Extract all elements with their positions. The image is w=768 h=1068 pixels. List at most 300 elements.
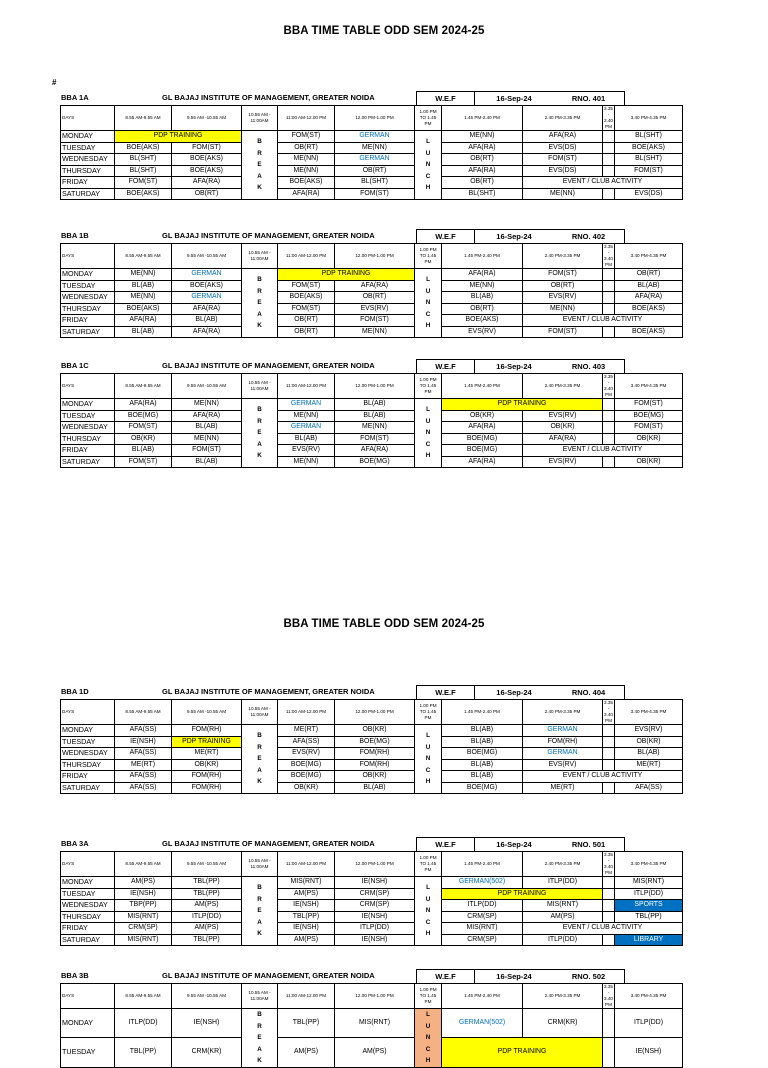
header-slot6: 2.40 PM-3.35 PM [523, 700, 603, 725]
slot-cell: BOE(MG) [615, 410, 683, 422]
slot-cell: BOE(AKS) [442, 315, 523, 327]
day-cell: FRIDAY [61, 771, 115, 783]
event-cell: EVENT / CLUB ACTIVITY [523, 445, 683, 457]
slot-cell: ME(RT) [523, 782, 603, 794]
header-lunch: 1.00 PM TO 1.45 PM [415, 852, 442, 877]
short-break-cell [603, 748, 615, 760]
slot-cell: AM(PS) [172, 923, 242, 935]
class-name: BBA 1C [61, 361, 89, 370]
break-letter: E [257, 429, 262, 437]
header-slot4: 12.00 PM-1.00 PM [335, 374, 415, 399]
slot-cell: CRM(SP) [115, 923, 172, 935]
short-break-cell [603, 154, 615, 166]
slot-cell: BOE(AKS) [278, 292, 335, 304]
short-break-cell [603, 736, 615, 748]
slot-cell: AFA(RA) [172, 177, 242, 189]
slot-cell: MIS(RNT) [615, 877, 683, 889]
break-letter: K [257, 322, 262, 330]
table-row [61, 188, 683, 200]
timetable [60, 373, 683, 468]
slot-cell: AFA(RA) [442, 269, 523, 281]
table-row [61, 142, 683, 154]
slot-cell: CRM(SP) [442, 911, 523, 923]
slot-cell: AM(PS) [278, 888, 335, 900]
slot-cell: FOM(ST) [115, 177, 172, 189]
wef-label: W.E.F [416, 685, 475, 699]
slot-cell: AFA(RA) [115, 315, 172, 327]
slot-cell: BOE(MG) [442, 445, 523, 457]
table-row [61, 303, 683, 315]
slot-cell: OB(RT) [442, 154, 523, 166]
short-break-cell [603, 900, 615, 912]
header-slot2: 9.55 AM -10.55 AM [172, 852, 242, 877]
room-number: RNO. 502 [553, 969, 625, 983]
slot-cell: AM(PS) [172, 900, 242, 912]
slot-cell: IE(NSH) [335, 877, 415, 889]
slot-cell: AM(PS) [278, 934, 335, 946]
day-cell: WEDNESDAY [61, 292, 115, 304]
lunch-letter: N [425, 1034, 431, 1041]
slot-cell: FOM(ST) [615, 399, 683, 411]
slot-cell: ME(NN) [115, 269, 172, 281]
block-header [60, 229, 682, 243]
slot-cell: AFA(RA) [442, 165, 523, 177]
break-letter: E [257, 907, 262, 915]
slot-cell: ME(NN) [523, 188, 603, 200]
header-slot5: 1.45 PM-2.40 PM [442, 374, 523, 399]
header-slot5: 1.45 PM-2.40 PM [442, 852, 523, 877]
slot-cell: TBL(PP) [172, 888, 242, 900]
slot-cell: FOM(ST) [335, 433, 415, 445]
institute-name: GL BAJAJ INSTITUTE OF MANAGEMENT, GREATER NOIDA [162, 971, 375, 980]
slot-cell: IE(NSH) [278, 900, 335, 912]
short-break-cell [603, 165, 615, 177]
slot-cell: ME(NN) [278, 456, 335, 468]
slot-cell: BL(AB) [335, 399, 415, 411]
slot-cell: AM(PS) [335, 1038, 415, 1067]
slot-cell: FOM(ST) [523, 154, 603, 166]
slot-cell: AFA(SS) [115, 725, 172, 737]
slot-cell: CRM(SP) [335, 900, 415, 912]
slot-cell: FOM(RH) [172, 725, 242, 737]
page-title-2: BBA TIME TABLE ODD SEM 2024-25 [283, 618, 485, 630]
slot-cell: AFA(SS) [278, 736, 335, 748]
wef-date: 16-Sep-24 [475, 359, 553, 373]
table-row [61, 759, 683, 771]
slot-cell: FOM(ST) [172, 142, 242, 154]
slot-cell: BL(AB) [615, 280, 683, 292]
table-row [61, 923, 683, 935]
slot-cell: BOE(AKS) [115, 142, 172, 154]
header-slot1: 8.55 AM-9.55 AM [115, 984, 172, 1009]
slot-cell: IE(NSH) [615, 1038, 683, 1067]
header-lunch: 1.00 PM TO 1.45 PM [415, 374, 442, 399]
table-row [61, 725, 683, 737]
table-row [61, 154, 683, 166]
slot-cell: TBL(PP) [278, 911, 335, 923]
break-column [242, 1009, 278, 1068]
lunch-letter: U [425, 743, 431, 751]
slot-cell: OB(KR) [615, 433, 683, 445]
day-cell: WEDNESDAY [61, 154, 115, 166]
slot-cell: AFA(RA) [172, 303, 242, 315]
slot-cell: AFA(RA) [335, 280, 415, 292]
block-header [60, 685, 682, 699]
timetable-block [60, 359, 682, 468]
slot-cell: MIS(RNT) [523, 900, 603, 912]
slot-cell: IE(NSH) [172, 1009, 242, 1038]
slot-cell: GERMAN [523, 725, 603, 737]
header-slot7: 3.40 PM-4.35 PM [615, 700, 683, 725]
day-cell: FRIDAY [61, 315, 115, 327]
class-name: BBA 3A [61, 839, 89, 848]
break-letter: K [257, 184, 262, 192]
slot-cell: ME(NN) [115, 292, 172, 304]
slot-cell: AFA(SS) [115, 771, 172, 783]
lunch-letter: H [425, 778, 431, 786]
day-cell: MONDAY [61, 131, 115, 143]
slot-cell: PDP TRAINING [442, 888, 603, 900]
slot-cell: TBL(PP) [615, 911, 683, 923]
slot-cell: BL(SHT) [442, 188, 523, 200]
header-break: 10.55 AM - 11:00AM [242, 984, 278, 1009]
slot-cell: BL(AB) [615, 748, 683, 760]
header-slot7: 3.40 PM-4.35 PM [615, 374, 683, 399]
break-letter: A [257, 440, 262, 448]
slot-cell: BOE(AKS) [172, 165, 242, 177]
header-slot5: 1.45 PM-2.40 PM [442, 984, 523, 1009]
slot-cell: PDP TRAINING [442, 1038, 603, 1067]
wef-date: 16-Sep-24 [475, 969, 553, 983]
timetable [60, 243, 683, 338]
slot-cell: FOM(ST) [278, 303, 335, 315]
header-slot1: 8.55 AM-9.55 AM [115, 700, 172, 725]
timetable-block [60, 229, 682, 338]
slot-cell: ME(RT) [278, 725, 335, 737]
slot-cell: OB(RT) [278, 142, 335, 154]
slot-cell: BL(AB) [278, 433, 335, 445]
table-row [61, 748, 683, 760]
day-cell: WEDNESDAY [61, 748, 115, 760]
block-header [60, 91, 682, 105]
short-break-cell [603, 888, 615, 900]
break-column [242, 877, 278, 946]
header-slot6: 2.40 PM-3.35 PM [523, 244, 603, 269]
break-letter: R [257, 1022, 262, 1030]
day-cell: SATURDAY [61, 326, 115, 338]
timetable-block [60, 837, 682, 946]
slot-cell: GERMAN [278, 422, 335, 434]
event-cell: EVENT / CLUB ACTIVITY [523, 923, 683, 935]
header-short-break: 3.35 - 3.40 PM [604, 852, 613, 875]
lunch-letter: N [425, 161, 431, 169]
lunch-letter: U [425, 1022, 431, 1030]
slot-cell: OB(RT) [442, 177, 523, 189]
short-break-cell [603, 280, 615, 292]
slot-cell: BOE(MG) [335, 456, 415, 468]
lunch-letter: L [426, 884, 430, 892]
day-cell: TUESDAY [61, 280, 115, 292]
slot-cell: CRM(KR) [172, 1038, 242, 1067]
break-letter: B [257, 884, 262, 892]
slot-cell: EVS(RV) [278, 445, 335, 457]
slot-cell: EVS(RV) [523, 292, 603, 304]
table-row [61, 269, 683, 281]
slot-cell: BL(SHT) [115, 165, 172, 177]
lunch-letter: N [425, 907, 431, 915]
slot-cell: ME(NN) [442, 131, 523, 143]
lunch-letter: N [425, 299, 431, 307]
table-row [61, 165, 683, 177]
slot-cell: OB(RT) [442, 303, 523, 315]
break-letter: K [257, 778, 262, 786]
slot-cell: ITLP(DD) [615, 1009, 683, 1038]
slot-cell: AFA(RA) [442, 142, 523, 154]
wef-date: 16-Sep-24 [475, 91, 553, 105]
day-cell: FRIDAY [61, 445, 115, 457]
header-slot3: 11:00 AM-12.00 PM [278, 374, 335, 399]
institute-name: GL BAJAJ INSTITUTE OF MANAGEMENT, GREATER NOIDA [162, 687, 375, 696]
timetable [60, 699, 683, 794]
break-letter: K [257, 1057, 262, 1064]
slot-cell: OB(RT) [335, 165, 415, 177]
table-row [61, 1038, 683, 1067]
wef-label: W.E.F [416, 91, 475, 105]
header-slot5: 1.45 PM-2.40 PM [442, 244, 523, 269]
slot-cell: FOM(RH) [335, 748, 415, 760]
break-letter: R [257, 417, 262, 425]
day-cell: THURSDAY [61, 433, 115, 445]
timetable-block [60, 91, 682, 200]
lunch-letter: L [426, 406, 430, 414]
lunch-letter: L [426, 732, 430, 740]
slot-cell: IE(NSH) [115, 736, 172, 748]
header-slot7: 3.40 PM-4.35 PM [615, 984, 683, 1009]
slot-cell: BOE(AKS) [278, 177, 335, 189]
header-break: 10.55 AM - 11:00AM [242, 244, 278, 269]
break-letter: K [257, 930, 262, 938]
short-break-cell [603, 269, 615, 281]
wef-label: W.E.F [416, 837, 475, 851]
table-row [61, 326, 683, 338]
day-cell: TUESDAY [61, 410, 115, 422]
break-letter: A [257, 766, 262, 774]
lunch-letter: C [425, 172, 431, 180]
timetable [60, 983, 683, 1068]
slot-cell: EVS(RV) [523, 456, 603, 468]
lunch-letter: U [425, 417, 431, 425]
slot-cell: BL(AB) [442, 759, 523, 771]
header-slot7: 3.40 PM-4.35 PM [615, 244, 683, 269]
slot-cell: EVS(RV) [278, 748, 335, 760]
header-short-break: 3.35 - 3.40 PM [604, 374, 613, 397]
day-cell: SATURDAY [61, 782, 115, 794]
header-days: DAYS [61, 374, 115, 399]
slot-cell: MIS(RNT) [278, 877, 335, 889]
slot-cell: GERMAN(502) [442, 1009, 523, 1038]
header-lunch: 1.00 PM TO 1.45 PM [415, 244, 442, 269]
slot-cell: BL(SHT) [335, 177, 415, 189]
slot-cell: MIS(RNT) [115, 911, 172, 923]
header-days: DAYS [61, 106, 115, 131]
short-break-cell [603, 410, 615, 422]
header-slot5: 1.45 PM-2.40 PM [442, 700, 523, 725]
lunch-letter: L [426, 276, 430, 284]
header-slot5: 1.45 PM-2.40 PM [442, 106, 523, 131]
short-break-cell [603, 911, 615, 923]
slot-cell: FOM(ST) [278, 280, 335, 292]
institute-name: GL BAJAJ INSTITUTE OF MANAGEMENT, GREATER NOIDA [162, 93, 375, 102]
slot-cell: LIBRARY [615, 934, 683, 946]
slot-cell: PDP TRAINING [442, 399, 603, 411]
header-slot4: 12.00 PM-1.00 PM [335, 852, 415, 877]
header-slot6: 2.40 PM-3.35 PM [523, 984, 603, 1009]
slot-cell: ME(NN) [442, 280, 523, 292]
short-break-cell [603, 1038, 615, 1067]
slot-cell: ME(NN) [335, 326, 415, 338]
header-short-break: 3.35 - 3.40 PM [604, 700, 613, 723]
slot-cell: ME(NN) [278, 410, 335, 422]
slot-cell: BOE(AKS) [615, 142, 683, 154]
slot-cell: FOM(RH) [523, 736, 603, 748]
break-letter: A [257, 172, 262, 180]
table-row [61, 433, 683, 445]
break-letter: B [257, 138, 262, 146]
table-row [61, 292, 683, 304]
short-break-cell [603, 877, 615, 889]
day-cell: SATURDAY [61, 456, 115, 468]
header-slot2: 9.55 AM -10.55 AM [172, 700, 242, 725]
day-cell: MONDAY [61, 399, 115, 411]
slot-cell: BL(AB) [442, 725, 523, 737]
slot-cell: AFA(RA) [615, 292, 683, 304]
slot-cell: EVS(DS) [523, 165, 603, 177]
lunch-letter: C [425, 918, 431, 926]
slot-cell: OB(KR) [335, 725, 415, 737]
slot-cell: FOM(RH) [172, 782, 242, 794]
slot-cell: ITLP(DD) [115, 1009, 172, 1038]
header-break: 10.55 AM - 11:00AM [242, 852, 278, 877]
header-slot4: 12.00 PM-1.00 PM [335, 984, 415, 1009]
break-column [242, 131, 278, 200]
timetable [60, 851, 683, 946]
slot-cell: GERMAN [335, 131, 415, 143]
day-cell: TUESDAY [61, 1038, 115, 1067]
slot-cell: BL(SHT) [615, 131, 683, 143]
header-break: 10.55 AM - 11:00AM [242, 106, 278, 131]
header-break: 10.55 AM - 11:00AM [242, 374, 278, 399]
lunch-column [415, 269, 442, 338]
header-days: DAYS [61, 852, 115, 877]
slot-cell: TBL(PP) [278, 1009, 335, 1038]
slot-cell: OB(RT) [278, 326, 335, 338]
slot-cell: CRM(SP) [335, 888, 415, 900]
lunch-letter: N [425, 755, 431, 763]
day-cell: THURSDAY [61, 759, 115, 771]
institute-name: GL BAJAJ INSTITUTE OF MANAGEMENT, GREATER NOIDA [162, 231, 375, 240]
table-row [61, 422, 683, 434]
table-row [61, 410, 683, 422]
room-number: RNO. 403 [553, 359, 625, 373]
slot-cell: PDP TRAINING [278, 269, 415, 281]
slot-cell: ME(RT) [115, 759, 172, 771]
header-slot6: 2.40 PM-3.35 PM [523, 106, 603, 131]
slot-cell: AFA(RA) [523, 131, 603, 143]
header-slot3: 11:00 AM-12.00 PM [278, 244, 335, 269]
lunch-letter: C [425, 310, 431, 318]
slot-cell: OB(KR) [335, 771, 415, 783]
lunch-letter: U [425, 287, 431, 295]
slot-cell: FOM(ST) [335, 188, 415, 200]
slot-cell: OB(KR) [172, 759, 242, 771]
slot-cell: IE(NSH) [335, 911, 415, 923]
header-row [61, 700, 683, 725]
header-break: 10.55 AM - 11:00AM [242, 700, 278, 725]
short-break-cell [603, 326, 615, 338]
lunch-letter: C [425, 440, 431, 448]
slot-cell: BL(AB) [335, 782, 415, 794]
header-slot2: 9.55 AM -10.55 AM [172, 374, 242, 399]
timetable-block [60, 969, 682, 1068]
slot-cell: OB(KR) [278, 782, 335, 794]
lunch-letter: C [425, 766, 431, 774]
table-row [61, 445, 683, 457]
slot-cell: GERMAN [278, 399, 335, 411]
room-number: RNO. 401 [553, 91, 625, 105]
slot-cell: ITLP(DD) [172, 911, 242, 923]
day-cell: MONDAY [61, 1009, 115, 1038]
header-lunch: 1.00 PM TO 1.45 PM [415, 106, 442, 131]
header-slot2: 9.55 AM -10.55 AM [172, 984, 242, 1009]
page-title-1: BBA TIME TABLE ODD SEM 2024-25 [283, 25, 485, 37]
table-row [61, 456, 683, 468]
short-break-cell [603, 1009, 615, 1038]
slot-cell: ME(NN) [335, 422, 415, 434]
header-days: DAYS [61, 700, 115, 725]
timetable [60, 105, 683, 200]
break-letter: R [257, 895, 262, 903]
short-break-cell [603, 782, 615, 794]
slot-cell: ME(NN) [172, 399, 242, 411]
short-break-cell [603, 399, 615, 411]
slot-cell: OB(KR) [115, 433, 172, 445]
header-slot6: 2.40 PM-3.35 PM [523, 374, 603, 399]
slot-cell: BOE(AKS) [115, 303, 172, 315]
slot-cell: FOM(ST) [615, 422, 683, 434]
slot-cell: FOM(ST) [335, 315, 415, 327]
slot-cell: OB(RT) [615, 269, 683, 281]
header-lunch: 1.00 PM TO 1.45 PM [415, 700, 442, 725]
table-row [61, 900, 683, 912]
timetable-block [60, 685, 682, 794]
slot-cell: IE(NSH) [278, 923, 335, 935]
header-slot6: 2.40 PM-3.35 PM [523, 852, 603, 877]
slot-cell: TBL(PP) [172, 934, 242, 946]
lunch-letter: U [425, 895, 431, 903]
slot-cell: BOE(MG) [442, 782, 523, 794]
short-break-cell [603, 759, 615, 771]
short-break-cell [603, 303, 615, 315]
short-break-cell [603, 422, 615, 434]
wef-date: 16-Sep-24 [475, 837, 553, 851]
table-row [61, 131, 683, 143]
slot-cell: ME(NN) [278, 154, 335, 166]
header-slot2: 9.55 AM -10.55 AM [172, 244, 242, 269]
lunch-column [415, 131, 442, 200]
slot-cell: OB(KR) [615, 456, 683, 468]
slot-cell: BL(AB) [172, 422, 242, 434]
slot-cell: MIS(RNT) [442, 923, 523, 935]
